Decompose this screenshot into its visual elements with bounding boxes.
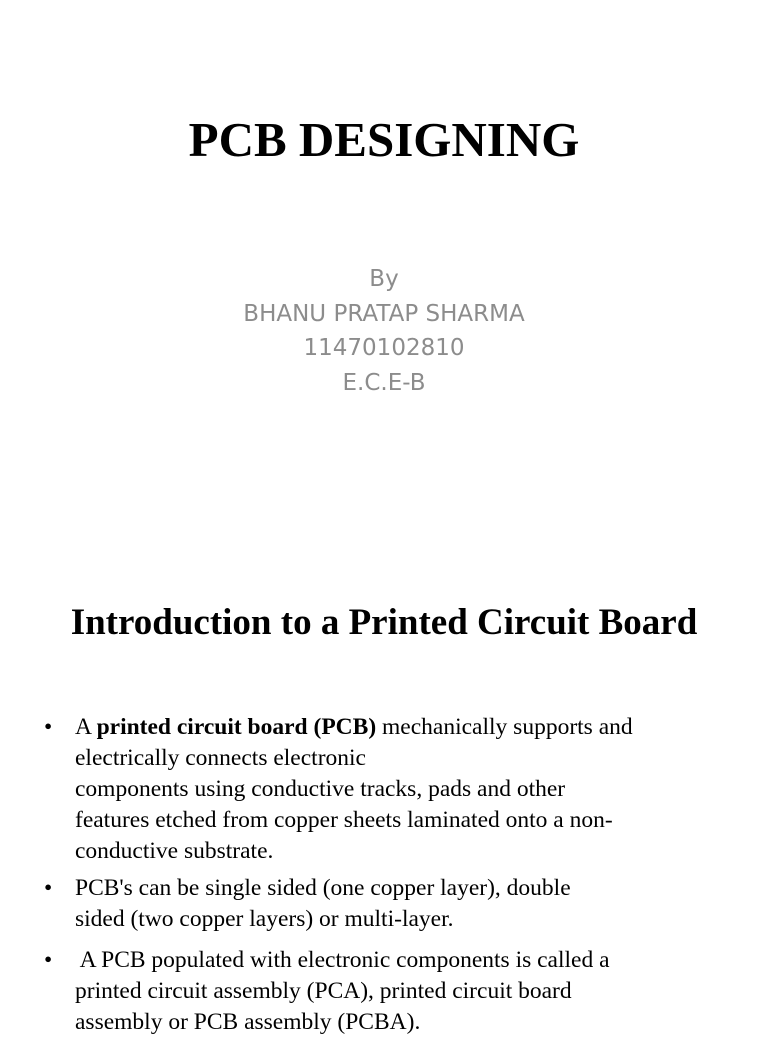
bullet-line: PCB's can be single sided (one copper layer), double — [75, 875, 571, 901]
bullet-list — [0, 712, 768, 1038]
bullet-line: assembly or PCB assembly (PCBA). — [75, 1009, 421, 1035]
introduction-title: Introduction to a Printed Circuit Board — [70, 602, 698, 643]
bullet-line: features etched from copper sheets laminated onto a non- — [75, 807, 613, 833]
bullet-dot: • — [44, 875, 53, 901]
byline-by: By — [369, 266, 399, 292]
slide-title: PCB DESIGNING — [188, 112, 580, 167]
bullet-line: conductive substrate. — [75, 838, 274, 864]
bullet-line: A PCB populated with electronic components is called a — [75, 947, 610, 973]
bullet-item — [0, 945, 768, 1038]
bullet-dot: • — [44, 947, 53, 973]
byline-author-name: BHANU PRATAP SHARMA — [243, 300, 525, 327]
bullet-dot: • — [44, 714, 53, 740]
bold-term: printed circuit board (PCB) — [96, 714, 377, 740]
bullet-line: electrically connects electronic — [75, 745, 366, 771]
bullet-item — [0, 712, 768, 867]
bullet-line — [75, 712, 728, 743]
byline-roll-number: 11470102810 — [303, 335, 465, 361]
title-slide — [0, 0, 768, 512]
byline-department: E.C.E-B — [342, 369, 426, 396]
bullet-line-rest: mechanically supports and — [376, 714, 633, 740]
bullet-line: components using conductive tracks, pads and other — [75, 776, 566, 802]
bullet-line: printed circuit assembly (PCA), printed circuit board — [75, 978, 572, 1004]
bullet-prefix: A — [75, 714, 97, 740]
author-byline — [0, 262, 768, 400]
bullet-item — [0, 873, 768, 935]
bullet-line: sided (two copper layers) or multi-layer. — [75, 906, 454, 932]
